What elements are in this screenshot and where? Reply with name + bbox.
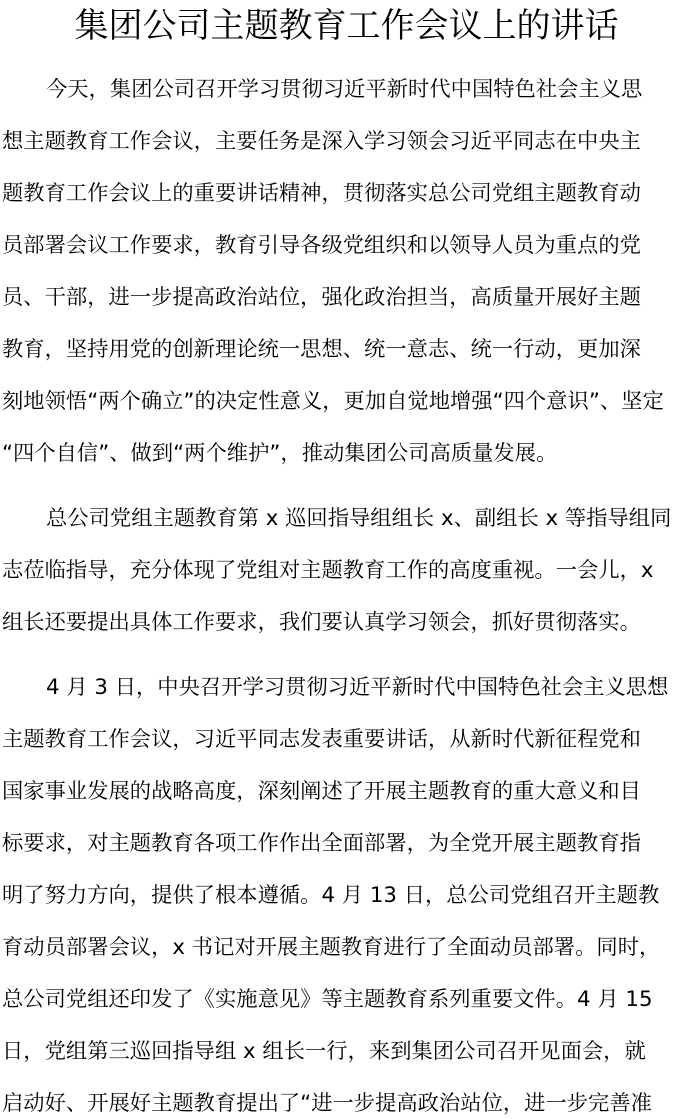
paragraph-3-line-6: 育动员部署会议，x 书记对开展主题教育进行了全面动员部署。同时，	[2, 935, 661, 960]
paragraph-3-line-3: 国家事业发展的战略高度，深刻阐述了开展主题教育的重大意义和目	[2, 779, 641, 804]
paragraph-3-line-5: 明了努力方向，提供了根本遵循。4 月 13 日，总公司党组召开主题教	[2, 883, 660, 908]
paragraph-3-line-9: 启动好、开展好主题教育提出了“进一步提高政治站位，进一步完善准	[2, 1091, 652, 1116]
paragraph-2-line-1: 总公司党组主题教育第 x 巡回指导组组长 x、副组长 x 等指导组同	[46, 506, 672, 531]
paragraph-1-line-5: 员、干部，进一步提高政治站位，强化政治担当，高质量开展好主题	[2, 285, 641, 310]
paragraph-3-line-8: 日，党组第三巡回指导组 x 组长一行，来到集团公司召开见面会，就	[2, 1039, 646, 1064]
paragraph-1-line-7: 刻地领悟“两个确立”的决定性意义，更加自觉地增强“四个意识”、坚定	[2, 389, 664, 414]
document-title: 集团公司主题教育工作会议上的讲话	[74, 6, 619, 46]
paragraph-1-line-6: 教育，坚持用党的创新理论统一思想、统一意志、统一行动，更加深	[2, 337, 641, 362]
paragraph-1-line-3: 题教育工作会议上的重要讲话精神，贯彻落实总公司党组主题教育动	[2, 181, 641, 206]
paragraph-1-line-2: 想主题教育工作会议，主要任务是深入学习领会习近平同志在中央主	[2, 129, 641, 154]
paragraph-2-line-3: 组长还要提出具体工作要求，我们要认真学习领会，抓好贯彻落实。	[2, 610, 641, 635]
paragraph-1-line-4: 员部署会议工作要求，教育引导各级党组织和以领导人员为重点的党	[2, 233, 641, 258]
paragraph-3-line-1: 4 月 3 日，中央召开学习贯彻习近平新时代中国特色社会主义思想	[46, 675, 669, 700]
paragraph-3-line-7: 总公司党组还印发了《实施意见》等主题教育系列重要文件。4 月 15	[2, 987, 653, 1012]
paragraph-1-line-8: “四个自信”、做到“两个维护”，推动集团公司高质量发展。	[2, 441, 558, 466]
paragraph-3-line-4: 标要求，对主题教育各项工作作出全面部署，为全党开展主题教育指	[2, 831, 641, 856]
paragraph-1-line-1: 今天，集团公司召开学习贯彻习近平新时代中国特色社会主义思	[46, 77, 643, 102]
paragraph-3-line-2: 主题教育工作会议，习近平同志发表重要讲话，从新时代新征程党和	[2, 727, 641, 752]
paragraph-2-line-2: 志莅临指导，充分体现了党组对主题教育工作的高度重视。一会儿，x	[2, 558, 654, 583]
